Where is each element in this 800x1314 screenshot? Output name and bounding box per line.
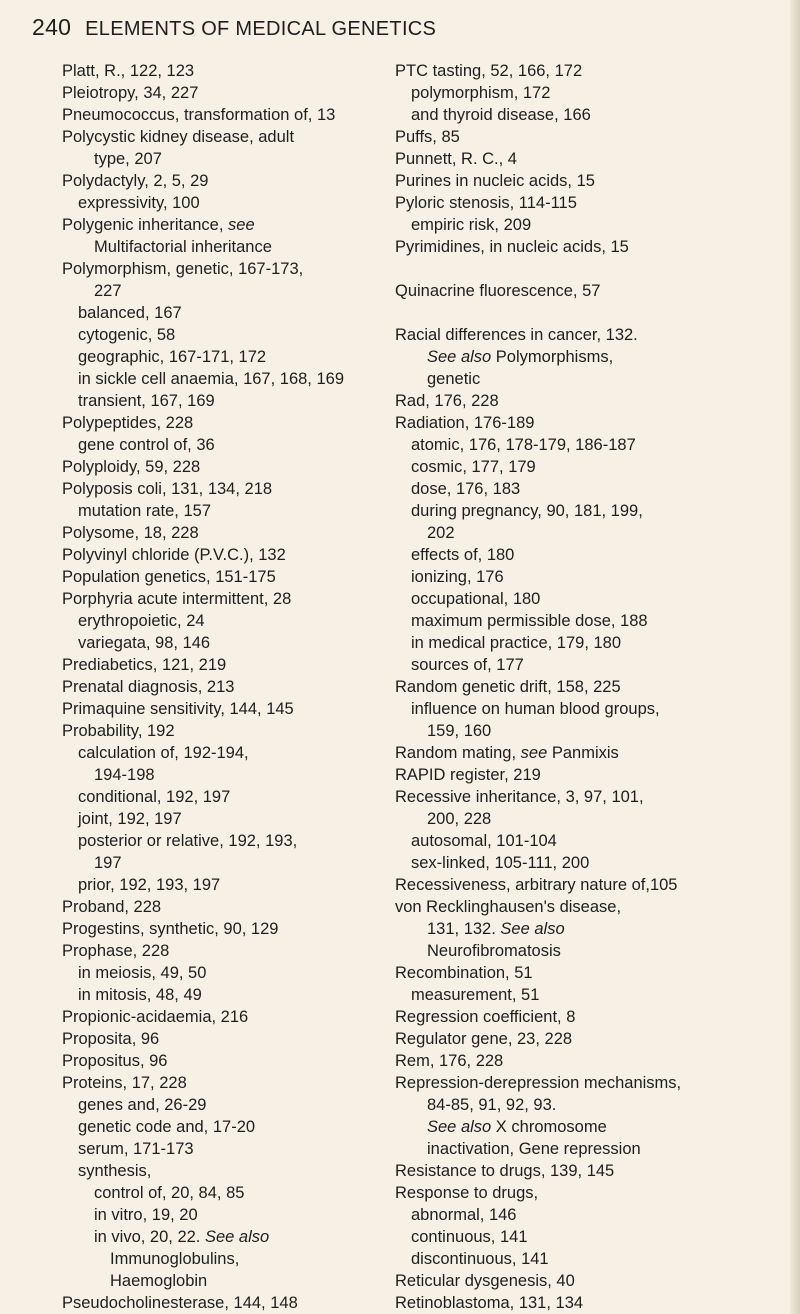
index-entry-text: atomic, 176, 178-179, 186-187 bbox=[411, 436, 636, 454]
index-entry bbox=[395, 1182, 775, 1204]
index-entry-text: Porphyria acute intermittent, 28 bbox=[62, 590, 292, 608]
index-entry-text: Retinoblastoma, 131, 134 bbox=[395, 1294, 584, 1312]
index-entry bbox=[62, 126, 382, 148]
index-entry-text: von Recklinghausen's disease, bbox=[395, 898, 622, 916]
index-column-right bbox=[395, 60, 775, 1314]
index-entry-text: influence on human blood groups, bbox=[411, 700, 660, 718]
index-entry bbox=[62, 918, 382, 940]
index-entry bbox=[62, 588, 382, 610]
index-entry bbox=[62, 390, 382, 412]
index-entry-text: synthesis, bbox=[78, 1162, 152, 1180]
index-entry-text: Recessive inheritance, 3, 97, 101, bbox=[395, 788, 644, 806]
index-entry bbox=[395, 60, 775, 82]
index-entry bbox=[62, 1006, 382, 1028]
index-entry-text: sources of, 177 bbox=[411, 656, 524, 674]
index-entry bbox=[62, 852, 382, 874]
index-entry bbox=[62, 544, 382, 566]
index-entry-text: dose, 176, 183 bbox=[411, 480, 521, 498]
index-entry-text: Population genetics, 151-175 bbox=[62, 568, 276, 586]
index-entry-text: Quinacrine fluorescence, 57 bbox=[395, 282, 601, 300]
index-entry-text: Prophase, 228 bbox=[62, 942, 170, 960]
index-entry-text: Probability, 192 bbox=[62, 722, 175, 740]
index-gap bbox=[395, 302, 775, 324]
index-entry-text: Random genetic drift, 158, 225 bbox=[395, 678, 621, 696]
index-entry bbox=[395, 808, 775, 830]
index-entry bbox=[395, 236, 775, 258]
index-entry bbox=[62, 522, 382, 544]
index-entry-text: in medical practice, 179, 180 bbox=[411, 634, 622, 652]
index-entry bbox=[62, 1050, 382, 1072]
index-entry-text: Repression-derepression mechanisms, bbox=[395, 1074, 682, 1092]
index-entry-text: cytogenic, 58 bbox=[78, 326, 176, 344]
index-entry-text: in vitro, 19, 20 bbox=[94, 1206, 198, 1224]
index-entry-text: Reticular dysgenesis, 40 bbox=[395, 1272, 575, 1290]
index-entry-text: Prenatal diagnosis, 213 bbox=[62, 678, 235, 696]
index-entry-text: Pleiotropy, 34, 227 bbox=[62, 84, 199, 102]
index-entry-text: cosmic, 177, 179 bbox=[411, 458, 536, 476]
index-entry-text: Proband, 228 bbox=[62, 898, 162, 916]
index-entry bbox=[395, 632, 775, 654]
index-entry-text: Polycystic kidney disease, adult bbox=[62, 128, 295, 146]
index-entry-text: Purines in nucleic acids, 15 bbox=[395, 172, 595, 190]
index-entry bbox=[62, 1072, 382, 1094]
index-cross-reference: See also bbox=[427, 348, 492, 366]
index-entry-text: Pneumococcus, transformation of, 13 bbox=[62, 106, 336, 124]
index-entry bbox=[62, 368, 382, 390]
index-cross-reference: See also bbox=[500, 920, 565, 938]
index-entry bbox=[62, 192, 382, 214]
index-entry bbox=[62, 148, 382, 170]
index-entry bbox=[395, 852, 775, 874]
index-entry bbox=[62, 302, 382, 324]
index-entry-text: Haemoglobin bbox=[110, 1272, 208, 1290]
index-entry bbox=[395, 1116, 775, 1138]
index-entry-text: Puffs, 85 bbox=[395, 128, 460, 146]
index-entry-text: continuous, 141 bbox=[411, 1228, 528, 1246]
index-entry bbox=[395, 148, 775, 170]
index-entry-text: Response to drugs, bbox=[395, 1184, 539, 1202]
index-entry-text: 202 bbox=[427, 524, 455, 542]
index-entry-text: Immunoglobulins, bbox=[110, 1250, 240, 1268]
index-entry bbox=[62, 478, 382, 500]
index-entry bbox=[395, 984, 775, 1006]
index-entry-text: Pseudocholinesterase, 144, 148 bbox=[62, 1294, 298, 1312]
index-entry bbox=[395, 1292, 775, 1314]
index-entry bbox=[395, 390, 775, 412]
index-entry bbox=[62, 676, 382, 698]
index-entry bbox=[62, 346, 382, 368]
index-entry-text: Neurofibromatosis bbox=[427, 942, 561, 960]
index-entry-text: Propionic-acidaemia, 216 bbox=[62, 1008, 249, 1026]
index-entry bbox=[395, 830, 775, 852]
index-entry-text: occupational, 180 bbox=[411, 590, 541, 608]
index-entry bbox=[395, 522, 775, 544]
index-entry bbox=[62, 1094, 382, 1116]
index-entry-text: Regulator gene, 23, 228 bbox=[395, 1030, 573, 1048]
index-entry bbox=[62, 984, 382, 1006]
index-entry bbox=[62, 830, 382, 852]
index-entry bbox=[395, 412, 775, 434]
index-entry bbox=[62, 1270, 382, 1292]
index-entry bbox=[62, 82, 382, 104]
index-entry-text: Polygenic inheritance, bbox=[62, 216, 229, 234]
index-cross-reference: See also bbox=[204, 1228, 270, 1246]
running-header bbox=[32, 14, 436, 41]
index-entry-text: 159, 160 bbox=[427, 722, 492, 740]
index-entry bbox=[62, 412, 382, 434]
index-entry bbox=[395, 742, 775, 764]
index-entry-text: Regression coefficient, 8 bbox=[395, 1008, 576, 1026]
index-entry-text: Proteins, 17, 228 bbox=[62, 1074, 187, 1092]
index-entry-text: Rad, 176, 228 bbox=[395, 392, 499, 410]
index-entry bbox=[395, 588, 775, 610]
index-entry-text: Polydactyly, 2, 5, 29 bbox=[62, 172, 209, 190]
index-entry-text: Polymorphism, genetic, 167-173, bbox=[62, 260, 304, 278]
index-entry bbox=[395, 1028, 775, 1050]
index-entry bbox=[62, 258, 382, 280]
index-entry-text: Resistance to drugs, 139, 145 bbox=[395, 1162, 615, 1180]
index-entry bbox=[62, 1292, 382, 1314]
index-entry bbox=[395, 1226, 775, 1248]
index-entry bbox=[62, 786, 382, 808]
index-entry-text-after: X chromosome bbox=[491, 1118, 607, 1136]
page-edge-shadow bbox=[790, 0, 800, 1314]
index-entry-text: during pregnancy, 90, 181, 199, bbox=[411, 502, 643, 520]
index-entry bbox=[62, 610, 382, 632]
index-entry-text: type, 207 bbox=[94, 150, 162, 168]
index-entry bbox=[62, 896, 382, 918]
index-entry bbox=[62, 808, 382, 830]
index-entry-text: Recombination, 51 bbox=[395, 964, 533, 982]
index-entry-text: Pyrimidines, in nucleic acids, 15 bbox=[395, 238, 629, 256]
index-entry-text: autosomal, 101-104 bbox=[411, 832, 557, 850]
index-entry-text: empiric risk, 209 bbox=[411, 216, 532, 234]
index-entry-text: Radiation, 176-189 bbox=[395, 414, 535, 432]
index-cross-reference: see bbox=[228, 216, 255, 234]
index-entry-text-after: Polymorphisms, bbox=[491, 348, 614, 366]
index-entry-text: Polysome, 18, 228 bbox=[62, 524, 199, 542]
index-entry-text: 131, 132. bbox=[427, 920, 501, 938]
index-entry-text: discontinuous, 141 bbox=[411, 1250, 549, 1268]
index-entry bbox=[62, 632, 382, 654]
index-entry bbox=[62, 170, 382, 192]
index-entry-text: PTC tasting, 52, 166, 172 bbox=[395, 62, 583, 80]
index-entry-text: variegata, 98, 146 bbox=[78, 634, 211, 652]
index-entry-text: Polypeptides, 228 bbox=[62, 414, 194, 432]
index-entry-text: calculation of, 192-194, bbox=[78, 744, 249, 762]
index-entry bbox=[62, 236, 382, 258]
index-entry bbox=[62, 324, 382, 346]
index-entry bbox=[395, 786, 775, 808]
index-entry bbox=[395, 1094, 775, 1116]
running-title: ELEMENTS OF MEDICAL GENETICS bbox=[85, 18, 437, 40]
index-entry bbox=[395, 1050, 775, 1072]
index-entry-text: Random mating, bbox=[395, 744, 521, 762]
index-entry bbox=[395, 720, 775, 742]
index-entry bbox=[62, 1226, 382, 1248]
index-entry-text: genes and, 26-29 bbox=[78, 1096, 207, 1114]
index-cross-reference: see bbox=[520, 744, 548, 762]
index-entry bbox=[62, 940, 382, 962]
index-entry bbox=[62, 1028, 382, 1050]
index-column-left bbox=[62, 60, 382, 1314]
index-entry bbox=[395, 346, 775, 368]
index-entry bbox=[62, 456, 382, 478]
index-entry bbox=[395, 1160, 775, 1182]
index-entry-text: sex-linked, 105-111, 200 bbox=[411, 854, 590, 872]
index-entry-text: 227 bbox=[94, 282, 122, 300]
index-entry bbox=[62, 434, 382, 456]
index-entry-text: Pyloric stenosis, 114-115 bbox=[395, 194, 577, 212]
index-entry-text: genetic bbox=[427, 370, 481, 388]
index-entry-text: Polyvinyl chloride (P.V.C.), 132 bbox=[62, 546, 286, 564]
index-entry-text: 84-85, 91, 92, 93. bbox=[427, 1096, 557, 1114]
index-entry bbox=[395, 434, 775, 456]
index-entry bbox=[395, 896, 775, 918]
index-entry bbox=[62, 60, 382, 82]
index-entry bbox=[395, 676, 775, 698]
index-entry bbox=[395, 368, 775, 390]
index-entry-text: effects of, 180 bbox=[411, 546, 515, 564]
index-entry-text: erythropoietic, 24 bbox=[78, 612, 205, 630]
index-entry bbox=[395, 1138, 775, 1160]
index-entry bbox=[395, 566, 775, 588]
index-entry-text: in vivo, 20, 22. bbox=[94, 1228, 205, 1246]
index-entry bbox=[395, 1270, 775, 1292]
index-entry bbox=[395, 104, 775, 126]
index-entry-text: gene control of, 36 bbox=[78, 436, 215, 454]
index-entry bbox=[395, 478, 775, 500]
index-entry bbox=[395, 82, 775, 104]
index-entry bbox=[395, 1204, 775, 1226]
index-entry bbox=[395, 1072, 775, 1094]
index-entry-text: Polyploidy, 59, 228 bbox=[62, 458, 201, 476]
index-entry-text: serum, 171-173 bbox=[78, 1140, 194, 1158]
index-entry-text: and thyroid disease, 166 bbox=[411, 106, 591, 124]
index-entry-text: Racial differences in cancer, 132. bbox=[395, 326, 638, 344]
index-entry-text: in sickle cell anaemia, 167, 168, 169 bbox=[78, 370, 344, 388]
index-entry bbox=[395, 874, 775, 896]
index-entry bbox=[395, 918, 775, 940]
index-entry-text: genetic code and, 17-20 bbox=[78, 1118, 256, 1136]
index-entry bbox=[62, 698, 382, 720]
index-entry-text: abnormal, 146 bbox=[411, 1206, 517, 1224]
index-entry bbox=[62, 1116, 382, 1138]
index-entry-text: mutation rate, 157 bbox=[78, 502, 211, 520]
index-entry bbox=[62, 1138, 382, 1160]
index-entry bbox=[62, 962, 382, 984]
index-entry bbox=[395, 764, 775, 786]
index-entry-text: balanced, 167 bbox=[78, 304, 182, 322]
index-entry bbox=[62, 654, 382, 676]
index-gap bbox=[395, 258, 775, 280]
index-entry bbox=[395, 654, 775, 676]
index-entry-text: geographic, 167-171, 172 bbox=[78, 348, 267, 366]
index-entry bbox=[62, 742, 382, 764]
index-entry bbox=[395, 500, 775, 522]
index-entry bbox=[62, 214, 382, 236]
index-entry-text: RAPID register, 219 bbox=[395, 766, 541, 784]
index-entry bbox=[62, 874, 382, 896]
index-entry-text: ionizing, 176 bbox=[411, 568, 504, 586]
index-entry-text: expressivity, 100 bbox=[78, 194, 200, 212]
index-entry-text: posterior or relative, 192, 193, bbox=[78, 832, 298, 850]
index-entry bbox=[62, 500, 382, 522]
index-cross-reference: See also bbox=[427, 1118, 492, 1136]
index-entry-text: Primaquine sensitivity, 144, 145 bbox=[62, 700, 294, 718]
index-entry bbox=[395, 1248, 775, 1270]
index-entry-text: joint, 192, 197 bbox=[78, 810, 182, 828]
index-entry bbox=[395, 962, 775, 984]
page-number: 240 bbox=[32, 14, 72, 40]
index-entry bbox=[395, 280, 775, 302]
index-entry bbox=[395, 544, 775, 566]
index-entry-text: Progestins, synthetic, 90, 129 bbox=[62, 920, 279, 938]
index-entry-text: Multifactorial inheritance bbox=[94, 238, 272, 256]
index-entry-text: control of, 20, 84, 85 bbox=[94, 1184, 245, 1202]
index-entry bbox=[62, 566, 382, 588]
index-entry-text: Proposita, 96 bbox=[62, 1030, 160, 1048]
index-entry-text: in meiosis, 49, 50 bbox=[78, 964, 207, 982]
index-entry-text: 197 bbox=[94, 854, 122, 872]
index-entry-text: in mitosis, 48, 49 bbox=[78, 986, 202, 1004]
index-entry bbox=[62, 1204, 382, 1226]
index-entry-text: maximum permissible dose, 188 bbox=[411, 612, 648, 630]
index-entry-text: 200, 228 bbox=[427, 810, 492, 828]
index-entry bbox=[395, 698, 775, 720]
index-entry-text: 194-198 bbox=[94, 766, 155, 784]
index-entry bbox=[62, 280, 382, 302]
index-entry bbox=[62, 1182, 382, 1204]
index-entry bbox=[62, 1160, 382, 1182]
index-entry bbox=[62, 764, 382, 786]
index-entry bbox=[395, 170, 775, 192]
index-entry bbox=[395, 940, 775, 962]
index-entry bbox=[62, 104, 382, 126]
index-entry bbox=[395, 192, 775, 214]
index-entry-text: measurement, 51 bbox=[411, 986, 540, 1004]
index-entry-text-after: Panmixis bbox=[547, 744, 619, 762]
index-entry-text: Platt, R., 122, 123 bbox=[62, 62, 195, 80]
index-entry bbox=[62, 720, 382, 742]
index-entry-text: Prediabetics, 121, 219 bbox=[62, 656, 227, 674]
index-entry-text: Propositus, 96 bbox=[62, 1052, 168, 1070]
index-entry-text: polymorphism, 172 bbox=[411, 84, 551, 102]
index-entry-text: prior, 192, 193, 197 bbox=[78, 876, 221, 894]
index-entry bbox=[395, 1006, 775, 1028]
index-entry bbox=[395, 456, 775, 478]
index-entry-text: Punnett, R. C., 4 bbox=[395, 150, 517, 168]
index-entry bbox=[395, 126, 775, 148]
index-entry-text: transient, 167, 169 bbox=[78, 392, 215, 410]
index-entry bbox=[395, 324, 775, 346]
index-entry-text: inactivation, Gene repression bbox=[427, 1140, 641, 1158]
index-entry bbox=[62, 1248, 382, 1270]
index-entry bbox=[395, 214, 775, 236]
index-entry bbox=[395, 610, 775, 632]
index-entry-text: Rem, 176, 228 bbox=[395, 1052, 504, 1070]
index-entry-text: Polyposis coli, 131, 134, 218 bbox=[62, 480, 273, 498]
index-entry-text: Recessiveness, arbitrary nature of,105 bbox=[395, 876, 678, 894]
index-entry-text: conditional, 192, 197 bbox=[78, 788, 231, 806]
